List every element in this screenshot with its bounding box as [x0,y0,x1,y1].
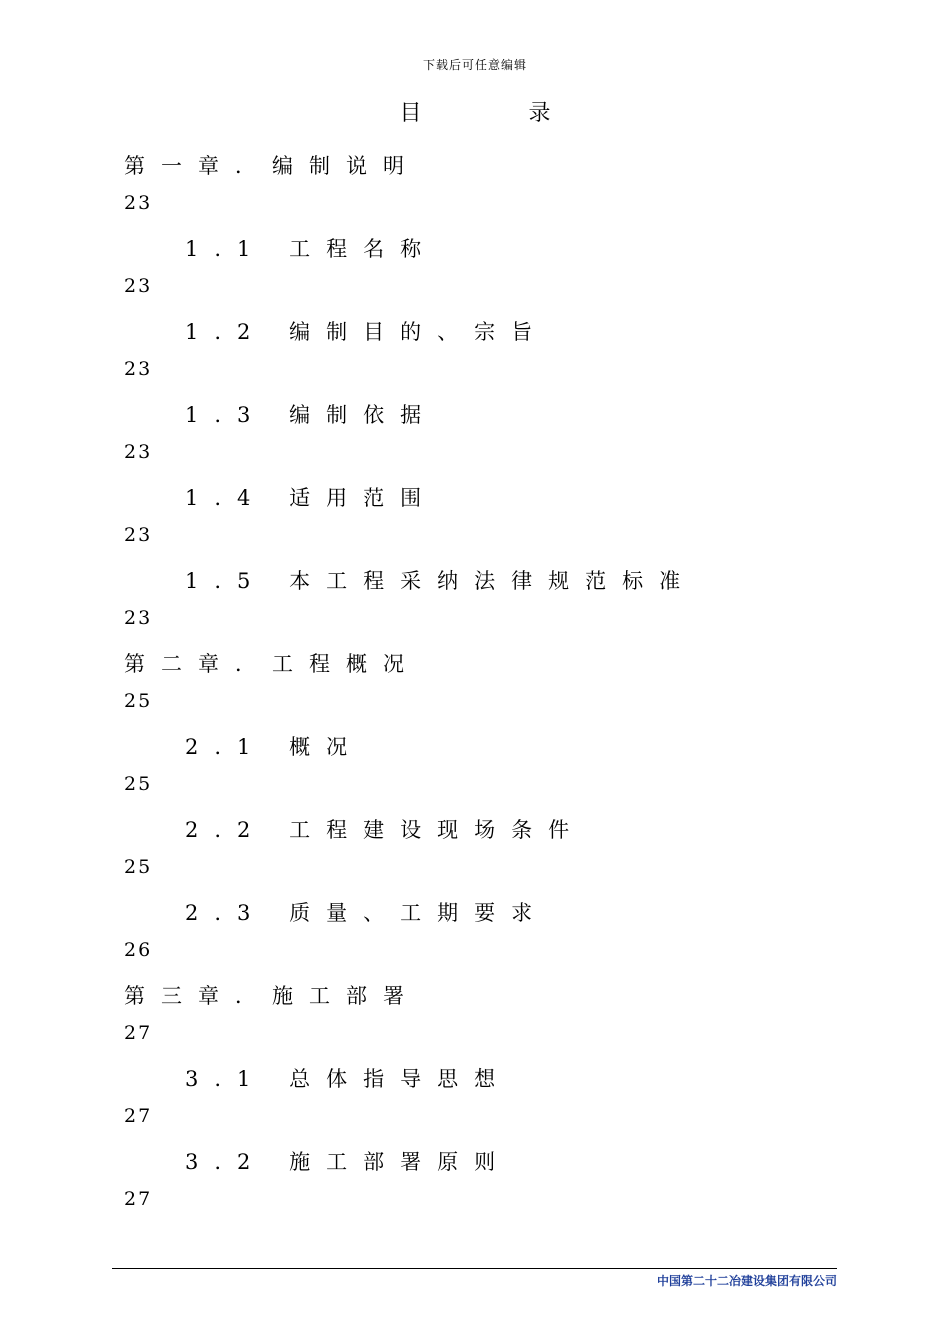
toc-entry-page: 23 [124,524,153,546]
toc-entry-1-4[interactable] [124,478,824,561]
toc-entry-page: 23 [124,275,153,297]
toc-entry-page: 25 [124,773,153,795]
toc-entry-1-1[interactable] [124,229,824,312]
toc-entry-1-2[interactable] [124,312,824,395]
toc-entry-text: 2.3 质量、工期要求 [185,901,549,925]
toc-entry-text: 1.2 编制目的、宗旨 [185,320,549,344]
toc-entry-text: 2.2 工程建设现场条件 [185,818,586,842]
toc-entry-page: 23 [124,607,153,629]
toc-entry-text: 2.1 概况 [185,735,364,759]
toc-entry-text: 1.4 适用范围 [185,486,438,510]
toc-entry-text: 1.1 工程名称 [185,237,438,261]
toc-entry-page: 23 [124,192,153,214]
footer-divider [112,1268,837,1269]
toc-entry-text: 3.1 总体指导思想 [185,1067,512,1091]
toc-entry-2-3[interactable] [124,893,824,976]
toc-entry-text: 3.2 施工部署原则 [185,1150,512,1174]
toc-entry-page: 25 [124,690,153,712]
toc-title: 目 录 [399,101,551,126]
toc-entry-3-2[interactable] [124,1142,824,1225]
toc-entry-text: 第三章．施工部署 [124,984,420,1008]
toc-entry-text: 1.3 编制依据 [185,403,438,427]
toc-entry-page: 27 [124,1022,153,1044]
toc-entry-1-3[interactable] [124,395,824,478]
toc-entry-text: 第一章．编制说明 [124,154,420,178]
table-of-contents [124,146,824,1225]
toc-entry-2-2[interactable] [124,810,824,893]
footer-company-name: 中国第二十二冶建设集团有限公司 [656,1274,837,1288]
header-note: 下载后可任意编辑 [422,58,527,72]
toc-entry-text: 第二章．工程概况 [124,652,420,676]
toc-entry-3-1[interactable] [124,1059,824,1142]
toc-entry-page: 23 [124,441,153,463]
toc-entry-page: 26 [124,939,153,961]
toc-entry-chapter-1[interactable] [124,146,824,229]
toc-entry-page: 27 [124,1188,153,1210]
toc-entry-chapter-3[interactable] [124,976,824,1059]
toc-entry-text: 1.5 本工程采纳法律规范标准 [185,569,697,593]
toc-entry-page: 25 [124,856,153,878]
toc-entry-page: 27 [124,1105,153,1127]
toc-entry-2-1[interactable] [124,727,824,810]
toc-entry-page: 23 [124,358,153,380]
toc-entry-1-5[interactable] [124,561,824,644]
toc-entry-chapter-2[interactable] [124,644,824,727]
